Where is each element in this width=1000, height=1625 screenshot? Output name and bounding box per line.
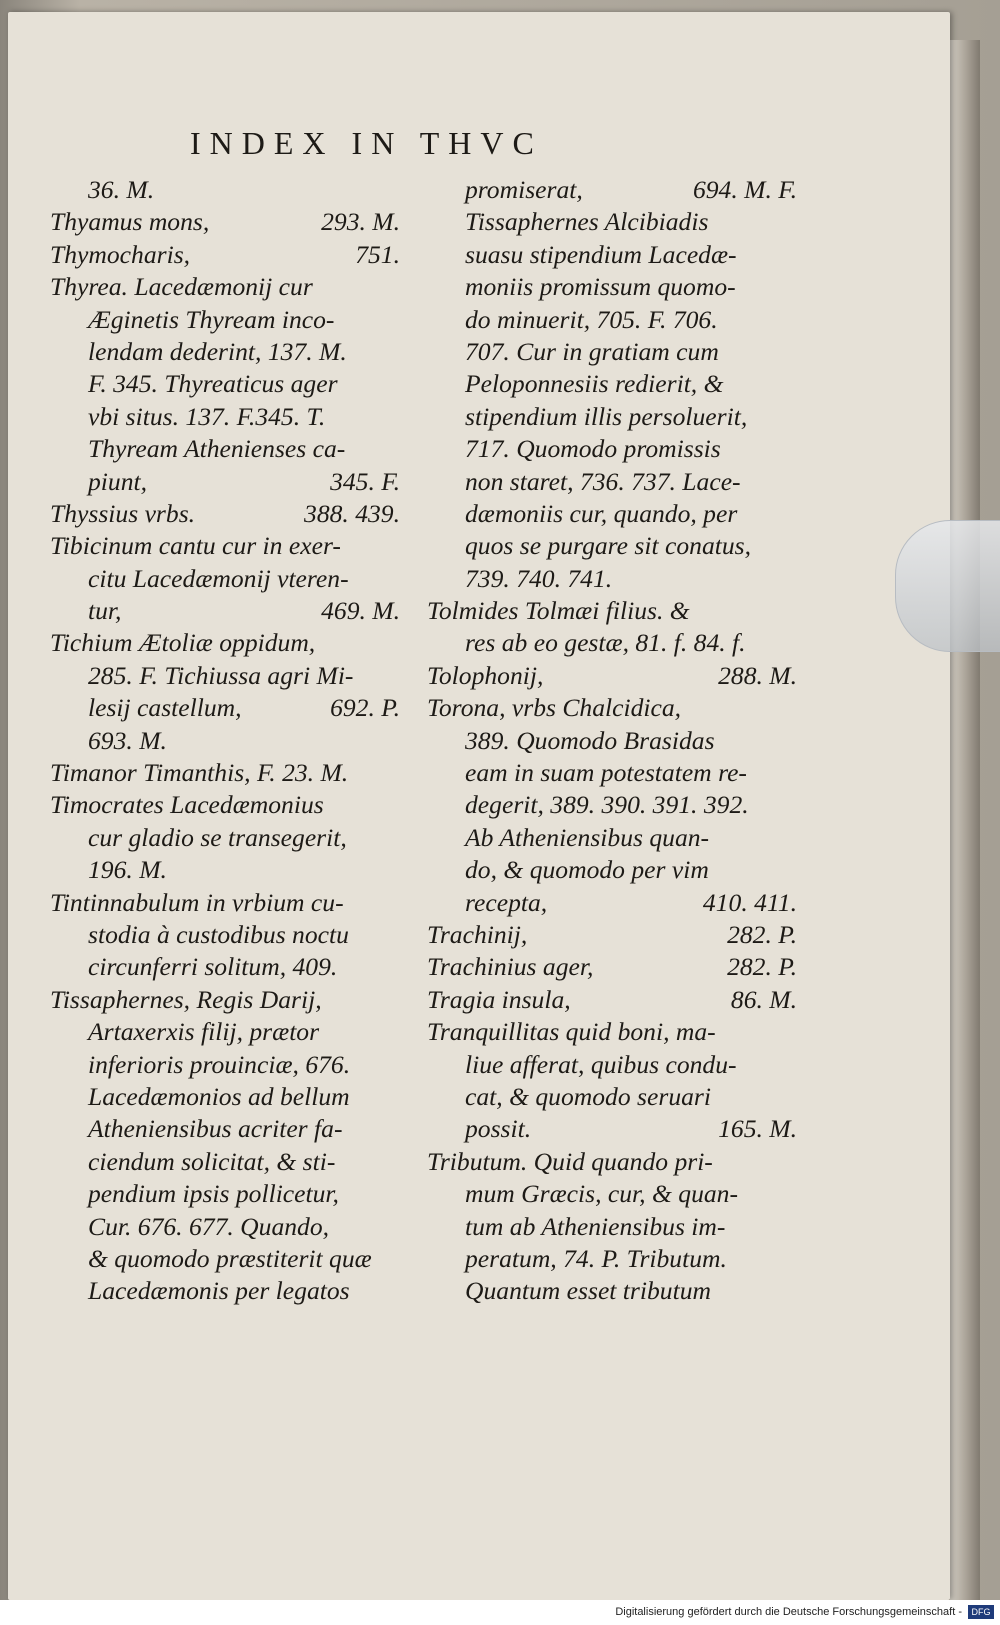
index-page-ref: 751.: [355, 239, 400, 269]
index-entry-text: 36. M.: [88, 175, 155, 204]
index-line: [50, 789, 400, 821]
index-line: [50, 1211, 400, 1243]
index-line: [427, 1178, 797, 1210]
index-entry-text: non staret, 736. 737. Lace-: [465, 466, 741, 496]
index-line: [427, 206, 797, 238]
index-entry-text: 707. Cur in gratiam cum: [465, 336, 719, 366]
running-header: INDEX IN THVC: [190, 125, 543, 161]
index-line: [50, 887, 400, 919]
index-entry-text: 739. 740. 741.: [465, 563, 613, 593]
index-entry-text: suasu stipendium Lacedæ-: [465, 239, 737, 269]
index-line: [427, 725, 797, 757]
index-entry-text: Artaxerxis filij, prætor: [88, 1017, 320, 1047]
index-line: [427, 271, 797, 303]
index-line: [427, 498, 797, 530]
index-entry-text: Tranquillitas quid boni, ma-: [427, 1017, 716, 1047]
index-line: [50, 1243, 400, 1275]
index-entry-text: Trachinij,: [427, 919, 528, 949]
index-entry-text: 693. M.: [88, 725, 167, 755]
index-line: [50, 433, 400, 465]
footer-credit: Digitalisierung gefördert durch die Deutsche Forschungsgemeinschaft -: [615, 1606, 962, 1618]
index-line: [427, 595, 797, 627]
index-line: [50, 984, 400, 1016]
index-page-ref: 86. M.: [730, 984, 797, 1014]
index-line: [50, 174, 400, 206]
index-entry-text: lesij castellum,: [88, 693, 242, 723]
index-line: [427, 627, 797, 659]
index-entry-text: 389. Quomodo Brasidas: [465, 725, 715, 755]
index-line: [427, 563, 797, 595]
index-entry-text: Thyream Athenienses ca-: [88, 434, 346, 464]
index-entry-text: F. 345. Thyreaticus ager: [88, 369, 338, 399]
index-line: [50, 239, 400, 271]
index-line: [50, 1049, 400, 1081]
index-entry-text: liue afferat, quibus condu-: [465, 1049, 737, 1079]
index-entry-text: lendam dederint, 137. M.: [88, 336, 347, 366]
index-entry-text: Lacedæmonis per legatos: [88, 1276, 350, 1306]
index-line: [427, 1113, 797, 1145]
index-line: [427, 1275, 797, 1307]
index-line: [50, 1275, 400, 1307]
index-entry-text: do minuerit, 705. F. 706.: [465, 304, 718, 334]
index-entry-text: Peloponnesiis redierit, &: [465, 369, 724, 399]
index-line: [427, 304, 797, 336]
index-entry-text: recepta,: [465, 887, 548, 917]
index-entry-text: Thymocharis,: [50, 239, 191, 269]
index-entry-text: peratum, 74. P. Tributum.: [465, 1243, 727, 1273]
index-line: [427, 174, 797, 206]
index-entry-text: mum Græcis, cur, & quan-: [465, 1179, 738, 1209]
index-entry-text: degerit, 389. 390. 391. 392.: [465, 790, 749, 820]
index-line: [50, 563, 400, 595]
index-line: [427, 951, 797, 983]
footer-bar: [0, 1600, 1000, 1625]
index-line: [427, 789, 797, 821]
index-line: [427, 1243, 797, 1275]
index-line: [50, 660, 400, 692]
index-line: [50, 1146, 400, 1178]
index-line: [50, 401, 400, 433]
index-line: [50, 466, 400, 498]
index-line: [50, 1016, 400, 1048]
index-line: [50, 530, 400, 562]
index-page-ref: 282. P.: [727, 919, 797, 949]
index-column-right: [427, 174, 797, 1308]
index-line: [427, 1146, 797, 1178]
index-entry-text: Tolmides Tolmæi filius. &: [427, 596, 690, 626]
index-entry-text: pendium ipsis pollicetur,: [88, 1179, 339, 1209]
index-entry-text: Tragia insula,: [427, 984, 571, 1014]
index-entry-text: Timocrates Lacedæmonius: [50, 790, 324, 820]
index-line: [50, 919, 400, 951]
index-line: [50, 1178, 400, 1210]
index-entry-text: Cur. 676. 677. Quando,: [88, 1211, 330, 1241]
index-line: [50, 595, 400, 627]
index-entry-text: ciendum solicitat, & sti-: [88, 1146, 336, 1176]
index-line: [427, 1081, 797, 1113]
book-edge: [950, 40, 980, 1600]
index-page-ref: 410. 411.: [702, 887, 797, 917]
index-line: [427, 433, 797, 465]
index-line: [427, 984, 797, 1016]
index-entry-text: Quantum esset tributum: [465, 1276, 711, 1306]
index-entry-text: cat, & quomodo seruari: [465, 1081, 711, 1111]
index-line: [427, 401, 797, 433]
index-entry-text: inferioris prouinciæ, 676.: [88, 1049, 351, 1079]
index-line: [427, 854, 797, 886]
index-entry-text: Timanor Timanthis, F. 23. M.: [50, 758, 349, 788]
index-entry-text: Torona, vrbs Chalcidica,: [427, 693, 682, 723]
index-entry-text: citu Lacedæmonij vteren-: [88, 563, 349, 593]
index-entry-text: Lacedæmonios ad bellum: [88, 1081, 350, 1111]
index-entry-text: stodia à custodibus noctu: [88, 919, 349, 949]
index-line: [50, 757, 400, 789]
index-entry-text: res ab eo gestæ, 81. f. 84. f.: [465, 628, 746, 658]
index-entry-text: Tributum. Quid quando pri-: [427, 1146, 713, 1176]
index-entry-text: 196. M.: [88, 855, 167, 885]
page-clip: [895, 520, 1000, 652]
index-entry-text: eam in suam potestatem re-: [465, 758, 747, 788]
index-line: [427, 1049, 797, 1081]
index-line: [50, 692, 400, 724]
index-page-ref: 692. P.: [330, 693, 400, 723]
index-line: [427, 530, 797, 562]
index-entry-text: Tolophonij,: [427, 660, 544, 690]
index-entry-text: Tissaphernes Alcibiadis: [465, 207, 709, 237]
index-entry-text: promiserat,: [465, 175, 583, 204]
index-entry-text: circunferri solitum, 409.: [88, 952, 338, 982]
index-line: [427, 660, 797, 692]
index-page-ref: 694. M. F.: [692, 175, 797, 204]
index-line: [427, 368, 797, 400]
index-entry-text: vbi situs. 137. F.345. T.: [88, 401, 326, 431]
index-entry-text: piunt,: [88, 466, 148, 496]
index-entry-text: Thyrea. Lacedæmonij cur: [50, 272, 313, 302]
index-entry-text: possit.: [465, 1114, 532, 1144]
index-line: [50, 336, 400, 368]
index-line: [50, 1113, 400, 1145]
index-column-left: [50, 174, 400, 1308]
index-line: [50, 304, 400, 336]
index-page-ref: 288. M.: [718, 660, 797, 690]
index-entry-text: dæmoniis cur, quando, per: [465, 498, 738, 528]
index-line: [427, 336, 797, 368]
index-line: [50, 498, 400, 530]
index-line: [50, 951, 400, 983]
index-entry-text: tum ab Atheniensibus im-: [465, 1211, 726, 1241]
dfg-logo: DFG: [968, 1605, 994, 1619]
index-line: [50, 822, 400, 854]
index-entry-text: tur,: [88, 596, 122, 626]
index-line: [427, 822, 797, 854]
index-line: [50, 627, 400, 659]
index-line: [427, 757, 797, 789]
index-line: [427, 1016, 797, 1048]
index-line: [427, 887, 797, 919]
index-entry-text: quos se purgare sit conatus,: [465, 531, 752, 561]
index-line: [50, 1081, 400, 1113]
index-entry-text: Ab Atheniensibus quan-: [465, 822, 710, 852]
index-entry-text: stipendium illis persoluerit,: [465, 401, 748, 431]
index-line: [50, 206, 400, 238]
index-page-ref: 345. F.: [330, 466, 400, 496]
index-page-ref: 293. M.: [321, 207, 400, 237]
index-page-ref: 282. P.: [727, 952, 797, 982]
index-entry-text: 285. F. Tichiussa agri Mi-: [88, 660, 354, 690]
index-entry-text: Trachinius ager,: [427, 952, 594, 982]
index-line: [50, 271, 400, 303]
index-entry-text: Tichium Ætoliæ oppidum,: [50, 628, 316, 658]
index-entry-text: Thyssius vrbs.: [50, 498, 196, 528]
index-line: [427, 239, 797, 271]
index-entry-text: Tissaphernes, Regis Darij,: [50, 984, 322, 1014]
index-entry-text: cur gladio se transegerit,: [88, 822, 347, 852]
index-entry-text: Tintinnabulum in vrbium cu-: [50, 887, 344, 917]
index-entry-text: Atheniensibus acriter fa-: [88, 1114, 343, 1144]
index-line: [427, 919, 797, 951]
index-line: [427, 466, 797, 498]
index-line: [50, 368, 400, 400]
index-line: [427, 692, 797, 724]
index-entry-text: do, & quomodo per vim: [465, 855, 709, 885]
index-entry-text: moniis promissum quomo-: [465, 272, 736, 302]
index-page-ref: 165. M.: [718, 1114, 797, 1144]
index-entry-text: Tibicinum cantu cur in exer-: [50, 531, 341, 561]
index-line: [50, 854, 400, 886]
index-line: [50, 725, 400, 757]
index-entry-text: Thyamus mons,: [50, 207, 210, 237]
index-entry-text: Æginetis Thyream inco-: [88, 304, 335, 334]
index-page-ref: 469. M.: [321, 596, 400, 626]
index-page-ref: 388. 439.: [304, 498, 400, 528]
index-line: [427, 1211, 797, 1243]
index-entry-text: & quomodo præstiterit quæ: [88, 1243, 372, 1273]
index-entry-text: 717. Quomodo promissis: [465, 434, 721, 464]
